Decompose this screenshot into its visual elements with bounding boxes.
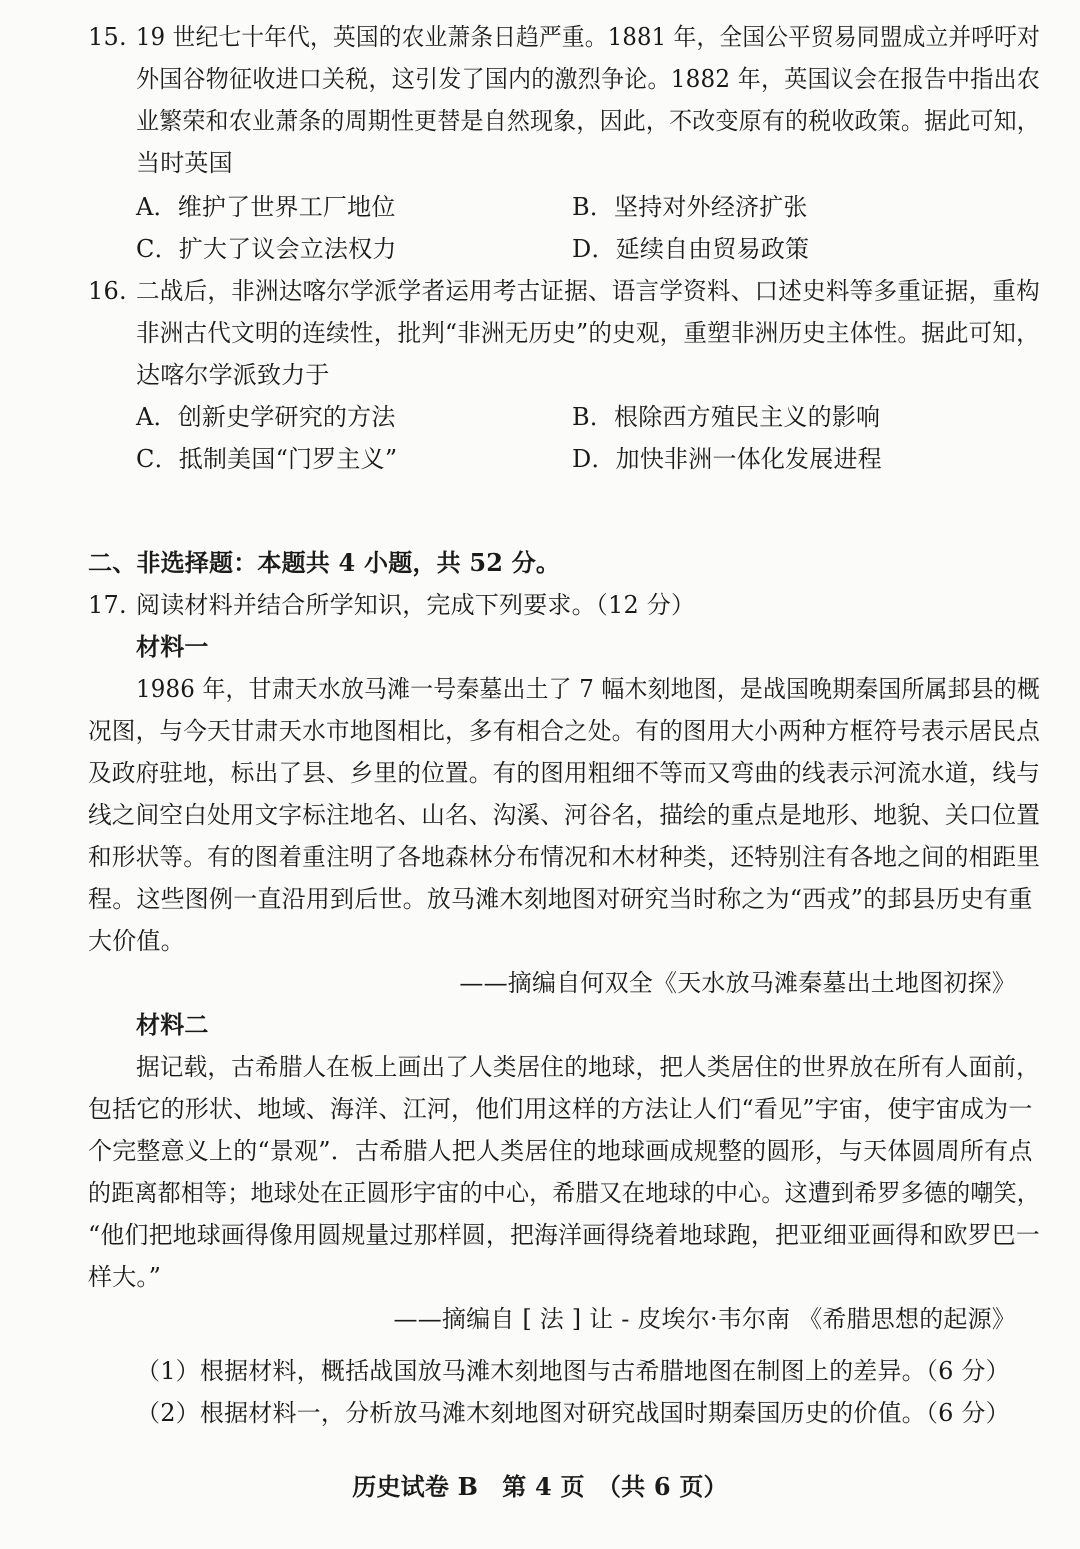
material-2-line-3: 个完整意义上的“景观”．古希腊人把人类居住的地球画成规整的圆形，与天体圆周所有点 [88, 1137, 1033, 1165]
question-17-stem: 阅读材料并结合所学知识，完成下列要求。（12 分） [136, 591, 696, 619]
material-1-line-3: 及政府驻地，标出了县、乡里的位置。有的图用粗细不等而又弯曲的线表示河流水道，线与 [88, 759, 1041, 787]
material-2-line-1: 据记载，古希腊人在板上画出了人类居住的地球，把人类居住的世界放在所有人面前， [136, 1053, 1040, 1081]
material-1-line-4: 线之间空白处用文字标注地名、山名、沟溪、河谷名，描绘的重点是地形、地貌、关口位置 [88, 801, 1041, 829]
material-2-line-6: 样大。” [88, 1263, 162, 1291]
material-2-line-5: “他们把地球画得像用圆规量过那样圆，把海洋画得绕着地球跑，把亚细亚画得和欧罗巴一 [88, 1221, 1040, 1249]
material-1-line-7: 大价值。 [88, 927, 185, 955]
question-17-sub-2: （2）根据材料一，分析放马滩木刻地图对研究战国时期秦国历史的价值。（6 分） [136, 1399, 1010, 1427]
question-16-option-d: D．加快非洲一体化发展进程 [572, 445, 882, 473]
question-15-option-a: A．维护了世界工厂地位 [136, 193, 396, 221]
page-footer: 历史试卷 B 第 4 页 （共 6 页） [352, 1472, 728, 1501]
material-1-heading: 材料一 [136, 632, 209, 661]
question-15-stem-line-2: 外国谷物征收进口关税，这引发了国内的激烈争论。1882 年，英国议会在报告中指出农 [136, 65, 1041, 93]
question-16-stem-line-3: 达喀尔学派致力于 [136, 361, 330, 389]
question-15-number: 15. [88, 23, 127, 51]
question-16-option-b: B．根除西方殖民主义的影响 [572, 403, 881, 431]
question-16-option-a: A．创新史学研究的方法 [136, 403, 396, 431]
question-15-option-b: B．坚持对外经济扩张 [572, 193, 808, 221]
material-1-source: ——摘编自何双全《天水放马滩秦墓出土地图初探》 [459, 969, 1016, 997]
material-2-source: ——摘编自 [ 法 ] 让 - 皮埃尔·韦尔南 《希腊思想的起源》 [393, 1305, 1016, 1333]
question-17-number: 17. [88, 591, 127, 619]
material-1-line-1: 1986 年，甘肃天水放马滩一号秦墓出土了 7 幅木刻地图，是战国晚期秦国所属邽县的概 [136, 675, 1040, 703]
material-2-line-2: 包括它的形状、地域、海洋、江河，他们用这样的方法让人们“看见”宇宙，使宇宙成为一 [88, 1095, 1033, 1123]
section-heading: 二、非选择题：本题共 4 小题，共 52 分。 [88, 548, 561, 577]
material-1-line-2: 况图，与今天甘肃天水市地图相比，多有相合之处。有的图用大小两种方框符号表示居民点 [88, 717, 1041, 745]
question-16-number: 16. [88, 277, 127, 305]
question-16-stem-line-2: 非洲古代文明的连续性，批判“非洲无历史”的史观，重塑非洲历史主体性。据此可知， [136, 319, 1040, 347]
question-15-stem-line-3: 业繁荣和农业萧条的周期性更替是自然现象，因此，不改变原有的税收政策。据此可知， [136, 107, 1040, 135]
question-15-option-d: D．延续自由贸易政策 [572, 235, 810, 263]
material-1-line-5: 和形状等。有的图着重注明了各地森林分布情况和木材种类，还特别注有各地之间的相距里 [88, 843, 1041, 871]
material-2-heading: 材料二 [136, 1010, 209, 1039]
material-2-line-4: 的距离都相等；地球处在正圆形宇宙的中心，希腊又在地球的中心。这遭到希罗多德的嘲笑， [88, 1179, 1041, 1207]
question-15-stem-line-4: 当时英国 [136, 149, 233, 177]
question-16-option-c: C．抵制美国“门罗主义” [136, 445, 398, 473]
question-17-sub-1: （1）根据材料，概括战国放马滩木刻地图与古希腊地图在制图上的差异。（6 分） [136, 1357, 1010, 1385]
material-1-line-6: 程。这些图例一直沿用到后世。放马滩木刻地图对研究当时称之为“西戎”的邽县历史有重 [88, 885, 1033, 913]
question-16-stem-line-1: 二战后，非洲达喀尔学派学者运用考古证据、语言学资料、口述史料等多重证据，重构 [136, 277, 1040, 305]
question-15-stem-line-1: 19 世纪七十年代，英国的农业萧条日趋严重。1881 年，全国公平贸易同盟成立并呼吁对 [136, 23, 1040, 51]
question-15-option-c: C．扩大了议会立法权力 [136, 235, 397, 263]
